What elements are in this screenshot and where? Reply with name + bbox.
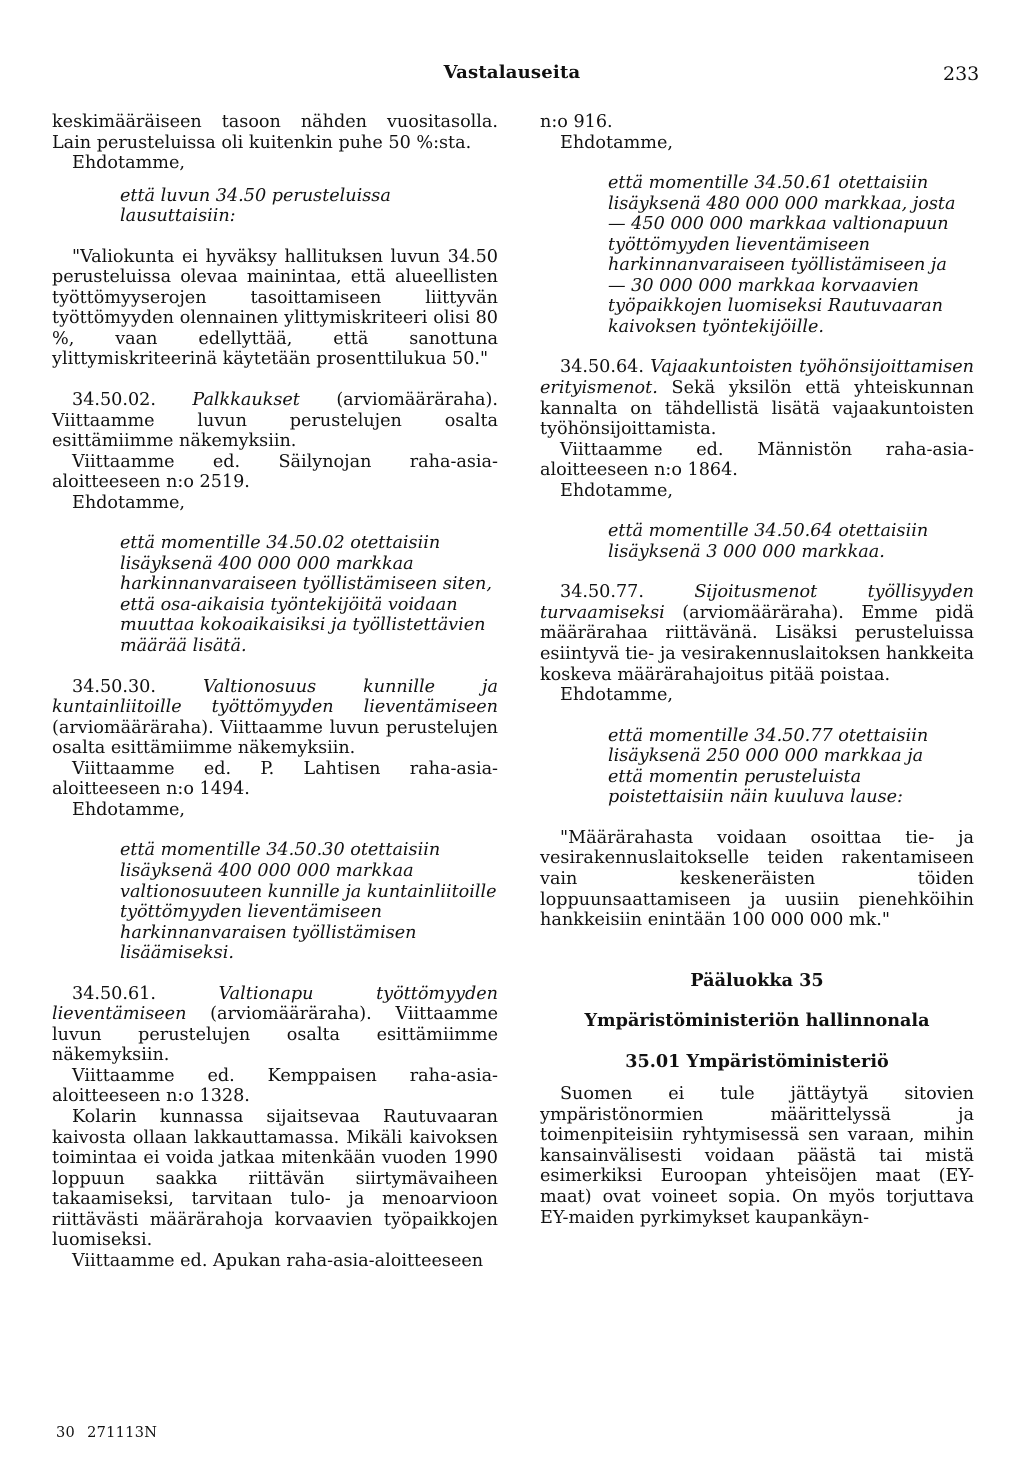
proposal-intro: Ehdotamme,	[560, 132, 673, 153]
print-footer	[56, 1425, 169, 1441]
item-title: Valtionosuus kunnille ja kuntainliitoille työttömyyden lieventämiseen	[52, 676, 498, 718]
subsection-heading: 35.01 Ympäristöministeriö	[625, 1050, 889, 1072]
paragraph: n:o 916.	[540, 112, 613, 132]
section-heading: Pääluokka 35	[690, 969, 824, 991]
paragraph: Viittaamme ed. P. Lahtisen raha-asia-aloitteeseen n:o 1494.	[52, 758, 498, 800]
sheet-number: 30	[56, 1425, 76, 1441]
proposal-intro: Ehdotamme,	[72, 492, 185, 513]
paragraph: Viittaamme ed. Apukan raha-asia-aloitteeseen	[72, 1250, 484, 1271]
proposal-text: että momentille 34.50.61 otettaisiin lisäyksenä 480 000 000 markkaa, josta	[608, 173, 956, 214]
item-number: 34.50.64.	[560, 357, 651, 378]
proposal-text: että momentille 34.50.77 otettaisiin lisäyksenä 250 000 000 markkaa ja	[608, 725, 929, 767]
running-header-title: Vastalauseita	[443, 62, 581, 83]
proposal-intro: Ehdotamme,	[72, 799, 185, 820]
proposal-intro: Ehdotamme,	[72, 153, 185, 174]
quoted-statement: "Määrärahasta voidaan osoittaa tie- ja vesirakennuslaitokselle teiden rakentamiseen vain keskeneräisten töiden loppuunsaattamiseen ja uusiin pienehköihin hankkeisiin enintään 100 000 000 mk."	[540, 827, 974, 931]
paragraph: Kolarin kunnassa sijaitsevaa Rautuvaaran kaivosta ollaan lakkauttamassa. Mikäli kaivoksen toimintaa ei voida jatkaa mitenkään vuoden 1990 loppuun saakka riittävän siirtymävaiheen takaamiseksi, tarvitaan tulo- ja menoarvioon riittävästi määrärahoja korvaavien työpaikkojen luomiseksi.	[52, 1106, 498, 1251]
paragraph: Suomen ei tule jättäytyä sitovien ympäristönormien määrittelyssä ja toimenpiteisiin ryhtymisessä sen varaan, mihin kansainvälisesti voidaan päästä tai mistä esimerkiksi Euroopan yhteisöjen maat (EY-maat) ovat voineet sopia. On myös torjuttava EY-maiden pyrkimykset kaupankäyn-	[540, 1084, 974, 1228]
item-text: (arviomääräraha). Emme pidä määrärahaa riittävänä. Lisäksi perusteluissa esiintyvä tie- ja vesirakennuslaitoksen hankkeita koskeva määrärahajoitus pitää poistaa.	[540, 602, 974, 685]
item-paragraph	[540, 357, 974, 439]
item-number: 34.50.30.	[72, 676, 203, 697]
proposal-item: — 30 000 000 markkaa korvaavien työpaikkojen luomiseksi Rautuvaaran kaivoksen työntekijöille.	[608, 275, 943, 337]
item-title: Valtionapu työttömyyden lieventämiseen	[52, 983, 498, 1025]
paragraph: keskimääräiseen tasoon nähden vuositasolla. Lain perusteluissa oli kuitenkin puhe 50 %:sta.	[52, 112, 498, 153]
item-text: (arviomääräraha). Viittaamme luvun perustelujen osalta esittämiimme näkemyksiin.	[52, 1004, 498, 1066]
item-paragraph	[52, 390, 498, 452]
item-title: Sijoitusmenot työllisyyden turvaamiseksi	[540, 582, 974, 623]
paragraph: Viittaamme ed. Säilynojan raha-asia-aloitteeseen n:o 2519.	[52, 451, 498, 493]
item-number: 34.50.02.	[72, 390, 193, 411]
proposal-intro: Ehdotamme,	[560, 480, 673, 501]
page-number: 233	[943, 63, 980, 85]
proposal-item: — 450 000 000 markkaa valtionapuun työttömyyden lieventämiseen harkinnanvaraiseen työllistämiseen ja	[608, 214, 949, 276]
paragraph: Viittaamme ed. Männistön raha-asia-aloitteeseen n:o 1864.	[540, 439, 974, 481]
proposal-text: että momentille 34.50.02 otettaisiin lisäyksenä 400 000 000 markkaa harkinnanvaraiseen työllistämiseen siten, että osa-aikaisia työntekijöitä voidaan muuttaa kokoaikaisiksi ja työllistettävien määrää lisätä.	[120, 533, 492, 657]
item-paragraph	[52, 677, 498, 759]
right-column	[540, 112, 974, 1228]
quoted-statement: "Valiokunta ei hyväksy hallituksen luvun 34.50 perusteluissa olevaa mainintaa, että alueellisten työttömyyserojen tasoittamiseen liittyvän työttömyyden olennainen ylittymiskriteeri olisi 80 %, vaan edellyttää, että sanottuna ylittymiskriteerinä käytetään prosenttilukua 50."	[52, 246, 498, 370]
paragraph: Viittaamme ed. Kemppaisen raha-asia-aloitteeseen n:o 1328.	[52, 1065, 498, 1107]
item-text: (arviomääräraha). Viittaamme luvun perustelujen osalta esittämiimme näkemyksiin.	[52, 717, 498, 759]
item-paragraph	[540, 582, 974, 685]
proposal-text: että momentille 34.50.30 otettaisiin lisäyksenä 400 000 000 markkaa valtionosuuteen kunnille ja kuntainliitoille työttömyyden lieventämiseen harkinnanvaraisen työllistämisen lisäämiseksi.	[120, 840, 497, 964]
item-text: (arviomääräraha). Viittaamme luvun perustelujen osalta esittämiimme näkemyksiin.	[52, 390, 498, 452]
item-text: Sekä yksilön että yhteiskunnan kannalta on tähdellistä lisätä vajaakuntoisten työhönsijoittamista.	[540, 378, 974, 440]
left-column	[52, 112, 498, 1271]
item-title: Palkkaukset	[192, 390, 300, 411]
proposal-text: että momentin perusteluista poistettaisiin näin kuuluva lause:	[608, 766, 903, 808]
section-subheading: Ympäristöministeriön hallinnonala	[584, 1010, 930, 1032]
item-paragraph	[52, 984, 498, 1066]
item-number: 34.50.61.	[72, 983, 219, 1004]
proposal-text: että momentille 34.50.64 otettaisiin lisäyksenä 3 000 000 markkaa.	[608, 521, 929, 562]
proposal-text: että luvun 34.50 perusteluissa lausuttaisiin:	[120, 185, 391, 227]
item-number: 34.50.77.	[560, 582, 695, 603]
proposal-intro: Ehdotamme,	[560, 685, 673, 706]
print-code: 271113N	[87, 1425, 158, 1441]
item-title: Vajaakuntoisten työhönsijoittamisen erityismenot.	[540, 357, 974, 399]
